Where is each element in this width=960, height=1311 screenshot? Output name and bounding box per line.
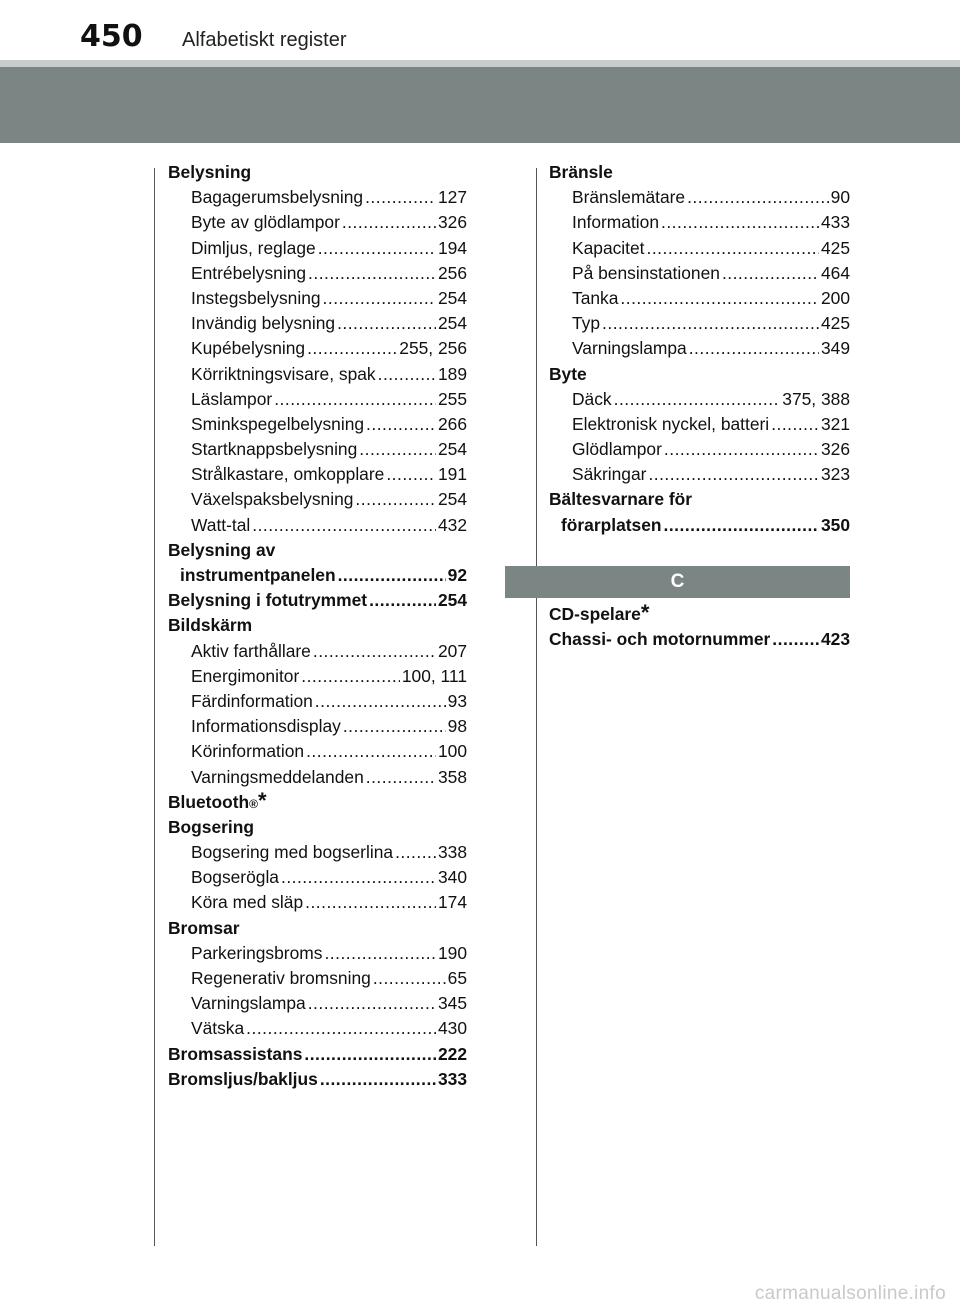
page-reference: 255, 256 — [399, 338, 467, 359]
index-section-c — [549, 602, 850, 652]
dot-leader — [771, 412, 819, 437]
entry-term: Säkringar — [572, 464, 647, 485]
dot-leader — [323, 286, 436, 311]
dot-leader — [687, 185, 829, 210]
page-reference: 254 — [437, 313, 467, 334]
entry-term: Bromsar — [168, 917, 240, 938]
entry-term: Bildskärm — [168, 615, 253, 636]
index-subentry — [168, 966, 467, 991]
dot-leader — [306, 739, 436, 764]
page-reference: 432 — [437, 514, 467, 535]
index-subentry — [168, 437, 467, 462]
entry-term: Läslampor — [191, 388, 273, 409]
index-subentry — [549, 286, 850, 311]
page-reference: 345 — [437, 993, 467, 1014]
index-subentry — [168, 941, 467, 966]
page-reference: 338 — [437, 842, 467, 863]
index-entry: CD-spelare * — [549, 602, 850, 627]
dot-leader — [661, 210, 819, 235]
dot-leader — [304, 1042, 436, 1067]
page-reference: 326 — [820, 439, 850, 460]
page-reference: 256 — [437, 262, 467, 283]
index-subentry — [549, 462, 850, 487]
entry-term: Bogsering med bogserlina — [191, 842, 394, 863]
index-subentry — [168, 236, 467, 261]
page-reference: 430 — [437, 1018, 467, 1039]
index-subentry — [168, 739, 467, 764]
page-reference: 433 — [820, 212, 850, 233]
index-entry — [549, 627, 850, 652]
page-reference: 358 — [437, 766, 467, 787]
page-reference: 375, 388 — [782, 388, 850, 409]
entry-term: Varningsmeddelanden — [191, 766, 364, 787]
dot-leader — [359, 437, 436, 462]
index-entry: Bluetooth ® * — [168, 790, 467, 815]
index-entry — [168, 1042, 467, 1067]
left-column-rule — [154, 168, 155, 1246]
page-reference: 98 — [447, 716, 467, 737]
index-entry — [549, 362, 850, 387]
index-subentry — [168, 714, 467, 739]
dot-leader — [366, 765, 436, 790]
page-reference: 190 — [437, 942, 467, 963]
page-reference: 194 — [437, 237, 467, 258]
dot-leader — [308, 991, 436, 1016]
index-subentry — [549, 210, 850, 235]
entry-term: förarplatsen — [561, 514, 662, 535]
entry-term: Byte av glödlampor — [191, 212, 340, 233]
dot-leader — [664, 437, 819, 462]
entry-term: Växelspaksbelysning — [191, 489, 354, 510]
watermark: carmanualsonline.info — [754, 1283, 946, 1304]
page-reference: 65 — [447, 968, 467, 988]
section-letter-bar — [505, 566, 850, 598]
entry-term: Belysning i fotutrymmet — [168, 590, 368, 611]
dot-leader — [373, 966, 446, 991]
entry-term: Bogserögla — [191, 867, 279, 888]
entry-term: Information — [572, 212, 659, 233]
page-title: Alfabetiskt register — [182, 29, 347, 51]
page-reference: 191 — [437, 464, 467, 485]
index-subentry — [168, 387, 467, 412]
index-subentry — [549, 311, 850, 336]
index-entry — [168, 815, 467, 840]
index-column-right — [549, 160, 850, 538]
entry-term: Regenerativ bromsning — [191, 968, 371, 988]
dot-leader — [308, 261, 436, 286]
index-subentry — [549, 236, 850, 261]
index-subentry — [168, 261, 467, 286]
index-subentry — [168, 1016, 467, 1041]
index-subentry — [168, 689, 467, 714]
index-subentry — [168, 513, 467, 538]
index-subentry — [549, 387, 850, 412]
dot-leader — [395, 840, 436, 865]
page-reference: 200 — [820, 287, 850, 308]
dot-leader — [602, 311, 819, 336]
entry-term: Invändig belysning — [191, 313, 336, 334]
page-reference: 127 — [437, 187, 467, 208]
entry-term: Bromsassistans — [168, 1043, 303, 1064]
entry-term: Bränsle — [549, 162, 613, 182]
index-subentry — [168, 865, 467, 890]
index-subentry — [168, 991, 467, 1016]
index-subentry — [168, 765, 467, 790]
page-header — [0, 0, 960, 60]
index-subentry — [168, 487, 467, 512]
index-subentry — [549, 412, 850, 437]
page-reference: 93 — [447, 690, 467, 711]
entry-term: Däck — [572, 388, 612, 409]
page-reference: 92 — [447, 565, 467, 585]
entry-term: Köra med släp — [191, 892, 304, 913]
dot-leader — [722, 261, 819, 286]
entry-term: Informationsdisplay — [191, 716, 341, 737]
entry-term: Sminkspegelbelysning — [191, 413, 365, 434]
index-subentry — [168, 890, 467, 915]
page-reference: 100 — [437, 741, 467, 762]
index-entry — [549, 487, 850, 512]
entry-term: Watt-tal — [191, 514, 251, 535]
dot-leader — [301, 664, 400, 689]
dot-leader — [620, 286, 819, 311]
entry-term: Kupébelysning — [191, 338, 306, 359]
index-subentry — [168, 311, 467, 336]
index-subentry — [168, 286, 467, 311]
page-reference: 189 — [437, 363, 467, 384]
index-subentry — [168, 412, 467, 437]
index-column-left — [168, 160, 467, 1092]
header-band — [0, 67, 960, 143]
page-reference: 425 — [820, 237, 850, 258]
page-reference: 425 — [820, 313, 850, 334]
entry-term: Typ — [572, 313, 601, 334]
dot-leader — [315, 689, 446, 714]
page-reference: 266 — [437, 413, 467, 434]
page-reference: 323 — [820, 464, 850, 485]
index-subentry — [549, 185, 850, 210]
index-subentry — [168, 362, 467, 387]
entry-term: Bogsering — [168, 816, 254, 837]
index-entry — [168, 916, 467, 941]
page-reference: 174 — [437, 892, 467, 913]
dot-leader — [320, 1067, 436, 1092]
dot-leader — [647, 236, 819, 261]
page-reference: 349 — [820, 338, 850, 359]
index-subentry — [549, 261, 850, 286]
index-subentry — [168, 185, 467, 210]
entry-term: Bränslemätare — [572, 187, 686, 208]
page-reference: 90 — [830, 187, 850, 208]
entry-term: Körinformation — [191, 741, 305, 762]
entry-term: Entrébelysning — [191, 262, 307, 283]
entry-term: Bromsljus/bakljus — [168, 1068, 318, 1089]
dot-leader — [307, 336, 397, 361]
right-column-rule — [536, 168, 537, 1246]
entry-term: Belysning av — [168, 539, 276, 560]
page-reference: 254 — [437, 439, 467, 460]
section-letter: C — [670, 571, 685, 592]
page-number: 450 — [80, 19, 143, 54]
header-divider — [0, 60, 960, 67]
entry-term: Varningslampa — [191, 993, 306, 1014]
dot-leader — [343, 714, 446, 739]
page-reference: 207 — [437, 640, 467, 661]
entry-term: Kapacitet — [572, 237, 645, 258]
page-reference: 222 — [437, 1043, 467, 1064]
dot-leader — [366, 412, 436, 437]
entry-term: Byte — [549, 363, 587, 384]
entry-term: Strålkastare, omkopplare — [191, 464, 385, 485]
index-subentry — [168, 664, 467, 689]
entry-term: Varningslampa — [572, 338, 687, 359]
dot-leader — [614, 387, 781, 412]
index-subentry — [549, 336, 850, 361]
dot-leader — [772, 627, 819, 652]
dot-leader — [252, 513, 436, 538]
dot-leader — [246, 1016, 436, 1041]
dot-leader — [648, 462, 819, 487]
page-reference: 255 — [437, 388, 467, 409]
index-subentry — [168, 840, 467, 865]
page-reference: 333 — [437, 1068, 467, 1089]
index-entry — [168, 613, 467, 638]
entry-term: Bältesvarnare för — [549, 489, 693, 510]
dot-leader — [337, 311, 436, 336]
index-entry — [168, 563, 467, 588]
entry-term: Glödlampor — [572, 439, 662, 460]
dot-leader — [365, 185, 436, 210]
entry-term: instrumentpanelen — [180, 565, 336, 585]
dot-leader — [318, 236, 436, 261]
entry-term: Parkeringsbroms — [191, 942, 323, 963]
page-reference: 254 — [437, 489, 467, 510]
page-reference: 464 — [820, 262, 850, 283]
entry-term: Instegsbelysning — [191, 287, 321, 308]
index-subentry — [168, 336, 467, 361]
entry-term: Vätska — [191, 1018, 245, 1039]
index-entry — [168, 588, 467, 613]
page-reference: 350 — [820, 514, 850, 535]
index-entry — [549, 513, 850, 538]
entry-term: Chassi- och motornummer — [549, 629, 771, 650]
dot-leader — [378, 362, 436, 387]
dot-leader — [342, 210, 436, 235]
entry-term: På bensinstationen — [572, 262, 720, 283]
page-reference: 326 — [437, 212, 467, 233]
entry-term: Energimonitor — [191, 665, 300, 686]
dot-leader — [664, 513, 819, 538]
page-reference: 423 — [820, 629, 850, 650]
page-reference: 254 — [437, 590, 467, 611]
entry-term: Belysning — [168, 162, 252, 182]
index-subentry — [168, 462, 467, 487]
index-entry — [168, 538, 467, 563]
entry-term: Dimljus, reglage — [191, 237, 316, 258]
index-entry — [168, 160, 467, 185]
dot-leader — [281, 865, 436, 890]
entry-term: CD-spelare — [549, 604, 641, 624]
entry-term: Färdinformation — [191, 690, 313, 711]
dot-leader — [338, 563, 446, 588]
dot-leader — [355, 487, 436, 512]
dot-leader — [689, 336, 819, 361]
page-reference: 321 — [820, 413, 850, 434]
entry-term: Bluetooth — [168, 791, 250, 812]
dot-leader — [324, 941, 436, 966]
dot-leader — [305, 890, 436, 915]
page-reference: 100, 111 — [401, 665, 467, 686]
index-subentry — [549, 437, 850, 462]
page-reference: 340 — [437, 867, 467, 888]
index-entry — [549, 160, 850, 185]
dot-leader — [369, 588, 436, 613]
entry-term: Bagagerumsbelysning — [191, 187, 364, 208]
entry-term: Elektronisk nyckel, batteri — [572, 413, 770, 434]
index-subentry — [168, 639, 467, 664]
entry-term: Körriktningsvisare, spak — [191, 363, 376, 384]
entry-term: Tanka — [572, 287, 619, 308]
entry-term: Startknappsbelysning — [191, 439, 358, 460]
page-reference: 254 — [437, 287, 467, 308]
index-entry — [168, 1067, 467, 1092]
dot-leader — [274, 387, 436, 412]
entry-term: Aktiv farthållare — [191, 640, 311, 661]
dot-leader — [386, 462, 436, 487]
index-subentry — [168, 210, 467, 235]
dot-leader — [313, 639, 436, 664]
